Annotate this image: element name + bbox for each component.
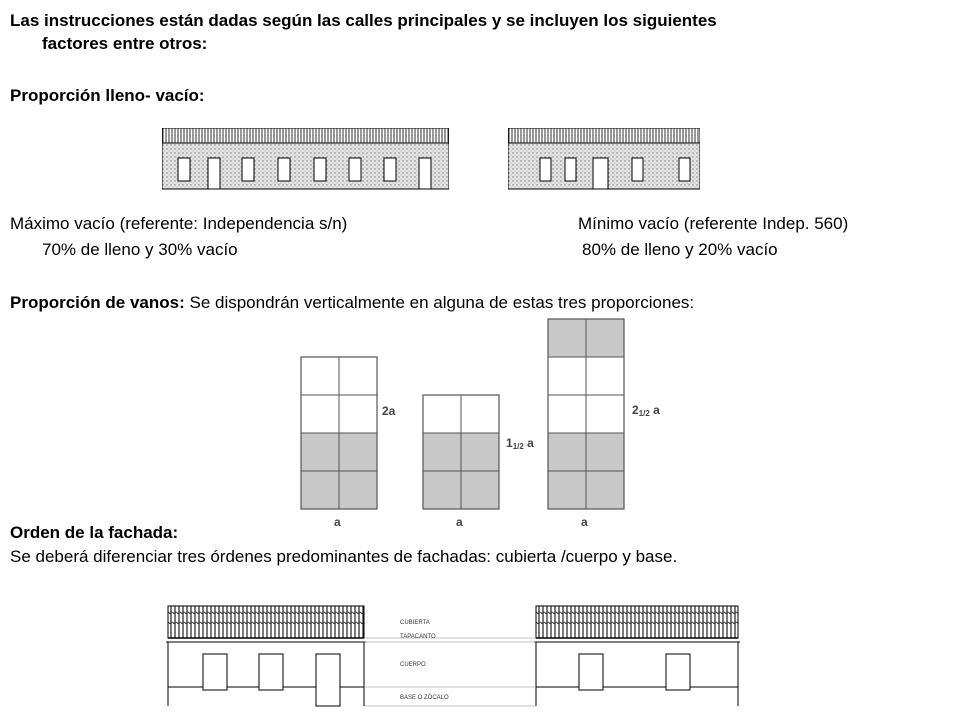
facade-building-right bbox=[534, 606, 740, 706]
openings-line bbox=[10, 292, 694, 314]
min-void-ratio: 80% de lleno y 20% vacío bbox=[582, 240, 778, 259]
window-2a bbox=[301, 357, 377, 509]
facade-order-drawing bbox=[166, 604, 744, 708]
label-cuerpo: CUERPO bbox=[400, 662, 426, 668]
intro-line-2: factores entre otros: bbox=[42, 34, 208, 53]
window bbox=[632, 158, 643, 181]
label-tapacanto: TAPACANTO bbox=[400, 634, 436, 640]
door bbox=[419, 158, 431, 189]
window bbox=[565, 158, 576, 181]
door bbox=[208, 158, 220, 189]
max-void-label: Máximo vacío (referente: Independencia s/n) bbox=[10, 214, 348, 233]
facade-min-void-elevation bbox=[508, 128, 700, 190]
window-1-half-a bbox=[423, 395, 499, 509]
window bbox=[314, 158, 326, 181]
label-a-1: a bbox=[334, 515, 341, 529]
window bbox=[540, 158, 551, 181]
door bbox=[593, 158, 608, 189]
window bbox=[242, 158, 254, 181]
window bbox=[178, 158, 190, 181]
facade-max-void-elevation bbox=[162, 128, 449, 190]
label-2a: 2a bbox=[382, 404, 396, 418]
label-1-half-a: 11/2 a bbox=[506, 436, 534, 451]
label-a-2: a bbox=[456, 515, 463, 529]
intro-line-1: Las instrucciones están dadas según las calles principales y se incluyen los siguientes bbox=[10, 11, 717, 30]
roof-band bbox=[162, 128, 449, 143]
max-void-ratio: 70% de lleno y 30% vacío bbox=[42, 240, 238, 259]
fill-void-heading: Proporción lleno- vacío: bbox=[10, 86, 205, 105]
window-2-half-a bbox=[548, 319, 624, 509]
label-cubierta: CUBIERTA bbox=[400, 620, 430, 626]
label-2-half-a: 21/2 a bbox=[632, 403, 660, 418]
facade-building-left bbox=[166, 606, 366, 706]
window-proportions-diagram bbox=[300, 318, 680, 530]
facade-order-text: Se deberá diferenciar tres órdenes predominantes de fachadas: cubierta /cuerpo y base. bbox=[10, 547, 678, 566]
label-a-3: a bbox=[581, 515, 588, 529]
openings-text: Se dispondrán verticalmente en alguna de estas tres proporciones: bbox=[189, 293, 695, 312]
window bbox=[278, 158, 290, 181]
window bbox=[679, 158, 690, 181]
facade-order-heading: Orden de la fachada: bbox=[10, 523, 179, 542]
wall-body bbox=[162, 143, 449, 189]
roof-band bbox=[508, 128, 700, 143]
window bbox=[349, 158, 361, 181]
openings-heading: Proporción de vanos: bbox=[10, 293, 185, 312]
min-void-label: Mínimo vacío (referente Indep. 560) bbox=[578, 214, 849, 233]
window bbox=[384, 158, 396, 181]
label-base: BASE O ZÓCALO bbox=[400, 695, 449, 701]
